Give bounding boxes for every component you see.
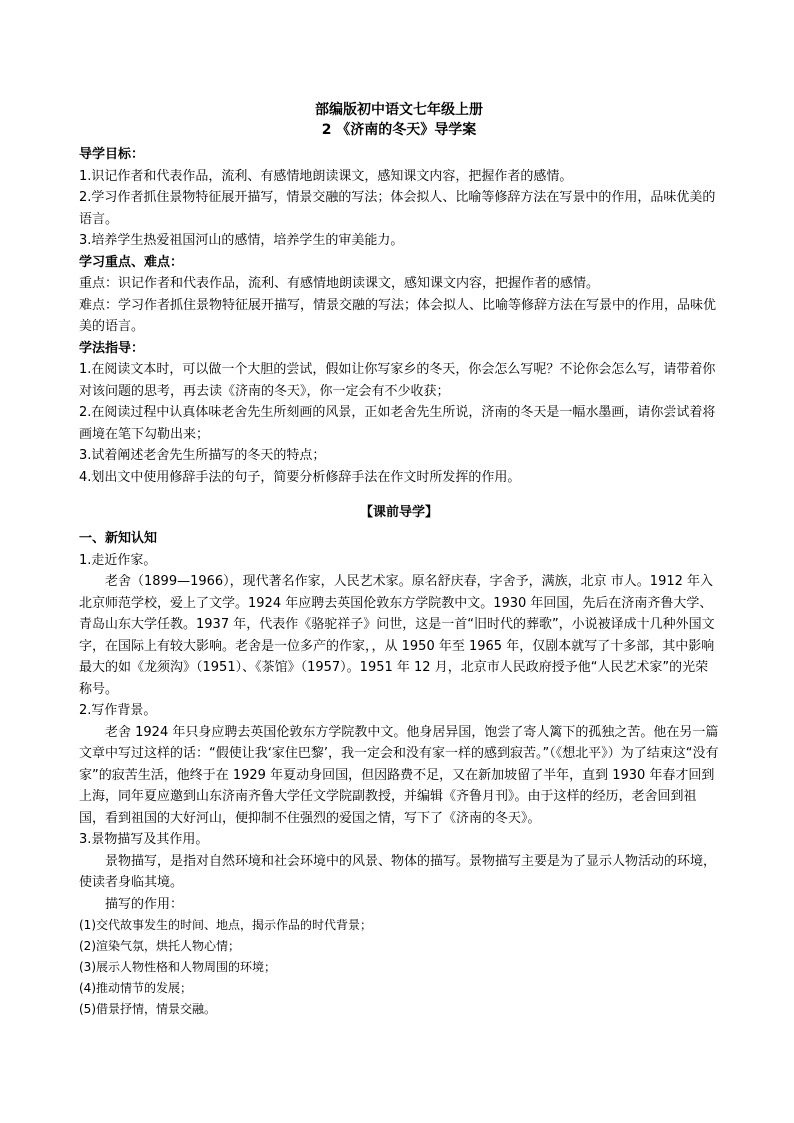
function-item: (5)借景抒情，情景交融。 — [79, 1002, 216, 1016]
key-point-focus: 重点：识记作者和代表作品，流利、有感情地朗读课文，感知课文内容，把握作者的感情。 — [79, 276, 600, 291]
method-item: 1.在阅读文本时，可以做一个大胆的尝试，假如让你写家乡的冬天，你会怎么写呢？不论你会怎么写，请带着你对该问题的思考，再去读《济南的冬天》，你一定会有不少收获； — [79, 362, 716, 399]
scenery-paragraph: 景物描写，是指对自然环境和社会环境中的风景、物体的描写。景物描写主要是为了显示人物活动的环境，使读者身临其境。 — [79, 853, 717, 890]
method-item: 2.在阅读过程中认真体味老舍先生所刻画的风景，正如老舍先生所说，济南的冬天是一幅水墨画，请你尝试着将画境在笔下勾勒出来； — [79, 405, 716, 442]
document-title: 部编版初中语文七年级上册 — [315, 102, 483, 118]
background-heading: 2.写作背景。 — [79, 703, 157, 718]
background-paragraph: 老舍 1924 年只身应聘去英国伦敦东方学院教中文。他身居异国，饱尝了寄人篱下的孤独之苦。他在另一篇文章中写过这样的话：“假使让我‘家住巴黎’，我一定会和没有家一样的感到寂苦。”（《想北平》）为了结束这“没有家”的寂苦生活，他终于在 1929 年夏动身回国，但因路费不足，又在新加坡留了半年，直到 1930 年春才回到上海，同年夏应邀到山东济南齐鲁大学任文学院副教授，并编辑《齐鲁月刊》。由于这样的经历，老舍回到祖国，看到祖国的大好河山，便抑制不住强烈的爱国之情，写下了《济南的冬天》。 — [79, 724, 719, 826]
objective-item: 2.学习作者抓住景物特征展开描写，情景交融的写法；体会拟人、比喻等修辞方法在写景中的作用，品味优美的语言。 — [79, 190, 716, 227]
objective-item: 1.识记作者和代表作品，流利、有感情地朗读课文，感知课文内容，把握作者的感情。 — [79, 168, 573, 184]
function-item: (4)推动情节的发展； — [79, 981, 192, 995]
function-item: (3)展示人物性格和人物周围的环境； — [79, 960, 276, 974]
document-page — [79, 100, 719, 1020]
function-item: (1)交代故事发生的时间、地点，揭示作品的时代背景； — [79, 918, 373, 932]
scenery-heading: 3.景物描写及其作用。 — [79, 832, 209, 847]
lesson-title: 2 《济南的冬天》导学案 — [321, 122, 477, 138]
function-item: (2)渲染气氛，烘托人物心情； — [79, 939, 240, 953]
author-heading: 1.走近作家。 — [79, 552, 157, 568]
function-heading: 描写的作用： — [105, 896, 184, 912]
key-point-difficulty: 难点：学习作者抓住景物特征展开描写，情景交融的写法；体会拟人、比喻等修辞方法在写景中的作用，品味优美的语言。 — [79, 297, 717, 334]
method-heading: 学法指导： — [79, 340, 145, 356]
method-item: 4.划出文中使用修辞手法的句子，简要分析修辞手法在作文时所发挥的作用。 — [79, 469, 521, 485]
objective-item: 3.培养学生热爱祖国河山的感情，培养学生的审美能力。 — [79, 233, 404, 248]
key-points-heading: 学习重点、难点： — [79, 254, 184, 270]
section-heading: 一、新知认知 — [79, 531, 158, 546]
objectives-heading: 导学目标： — [79, 147, 145, 162]
pre-class-heading: 【课前导学】 — [359, 505, 438, 520]
method-item: 3.试着阐述老舍先生所描写的冬天的特点； — [79, 448, 326, 463]
author-paragraph: 老舍（1899—1966），现代著名作家，人民艺术家。原名舒庆春，字舍予，满族，北京 市人。1912 年入北京师范学校，爱上了文学。1924 年应聘去英国伦敦东方学院教中文。1930 年回国，先后在济南齐鲁大学、青岛山东大学任教。1937 年，代表作《骆驼祥子》问世，这是一首“旧时代的葬歌”，小说被译成十几种外国文字，在国际上有较大影响。老舍是一位多产的作家，，从 1950 年至 1965 年，仅剧本就写了十多部，其中影响最大的如《龙须沟》（1951）、《茶馆》（1957）。1951 年 12 月，北京市人民政府授予他“人民艺术家”的光荣称号。 — [79, 574, 715, 697]
